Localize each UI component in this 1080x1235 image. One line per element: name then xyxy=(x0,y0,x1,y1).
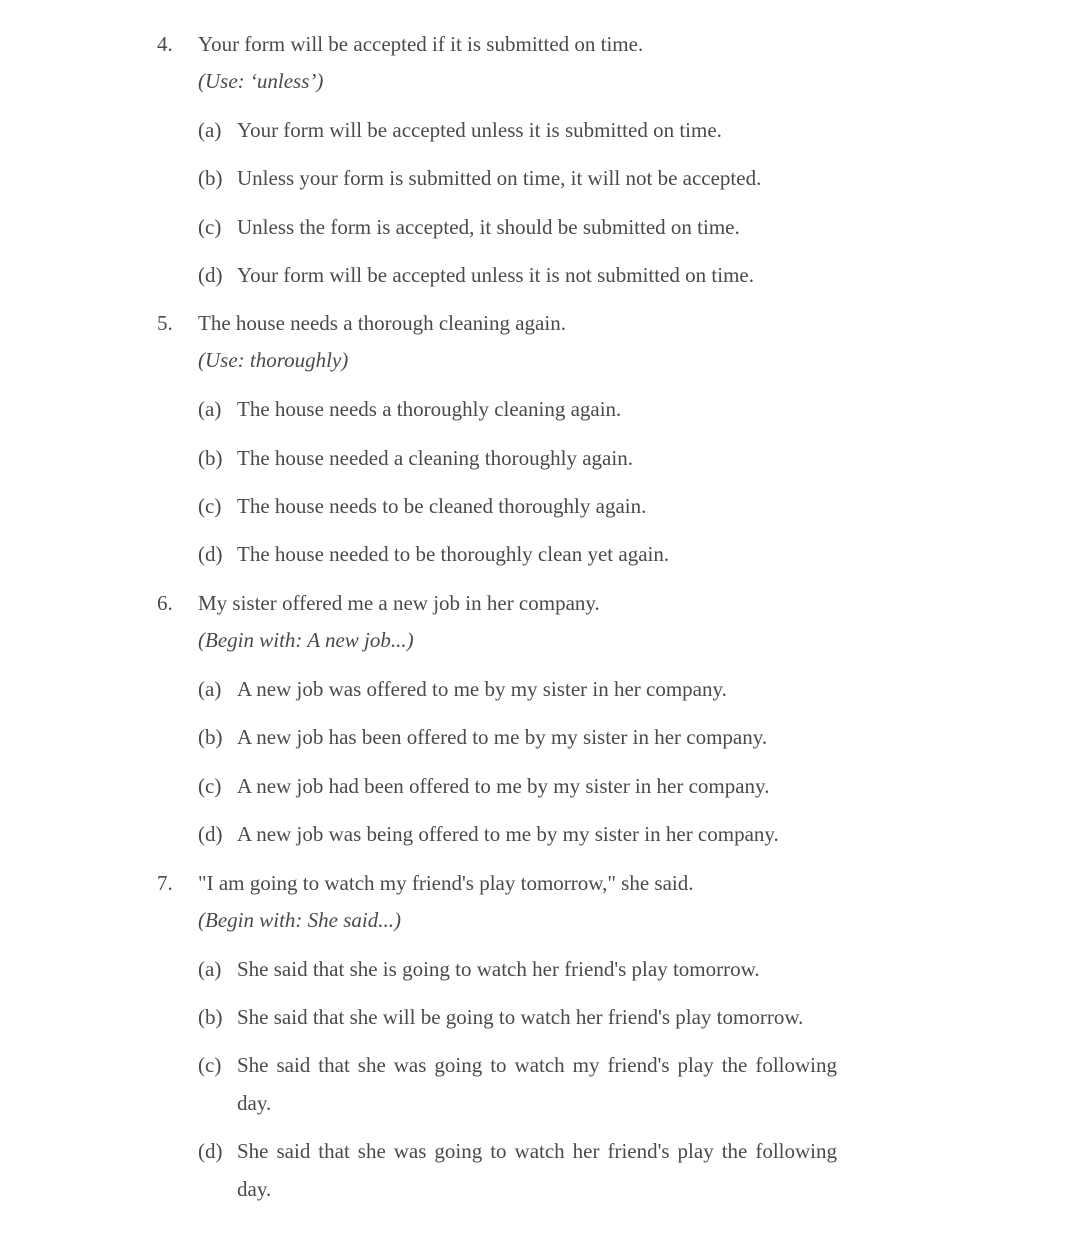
option-letter: (b) xyxy=(198,166,223,190)
option-letter: (c) xyxy=(198,494,222,518)
option-letter: (d) xyxy=(198,542,223,566)
question-number: 4. xyxy=(157,32,173,56)
option-text: A new job had been offered to me by my sister in her company. xyxy=(237,774,770,798)
question-instruction: (Begin with: A new job...) xyxy=(198,628,414,652)
option-text: She said that she was going to watch my friend's play the following day. xyxy=(237,1053,837,1115)
option-text: She said that she is going to watch her friend's play tomorrow. xyxy=(237,957,760,981)
question-text: My sister offered me a new job in her company. xyxy=(198,591,600,615)
option-letter: (b) xyxy=(198,446,223,470)
question-instruction: (Begin with: She said...) xyxy=(198,908,401,932)
option-letter: (a) xyxy=(198,118,222,142)
question-text: "I am going to watch my friend's play tomorrow," she said. xyxy=(198,871,694,895)
question-number: 7. xyxy=(157,871,173,895)
option-text: The house needs to be cleaned thoroughly again. xyxy=(237,494,647,518)
option-text: The house needs a thoroughly cleaning again. xyxy=(237,397,622,421)
option-text: Your form will be accepted unless it is not submitted on time. xyxy=(237,263,754,287)
option-text: She said that she was going to watch her friend's play the following day. xyxy=(237,1139,837,1201)
option-text: The house needed a cleaning thoroughly again. xyxy=(237,446,633,470)
question-number: 5. xyxy=(157,311,173,335)
option-text: Your form will be accepted unless it is submitted on time. xyxy=(237,118,722,142)
question-text: The house needs a thorough cleaning again. xyxy=(198,311,566,335)
option-letter: (c) xyxy=(198,1053,222,1077)
question-instruction: (Use: ‘unless’) xyxy=(198,69,324,93)
option-letter: (b) xyxy=(198,725,223,749)
question-number: 6. xyxy=(157,591,173,615)
option-letter: (c) xyxy=(198,215,222,239)
option-letter: (c) xyxy=(198,774,222,798)
option-text: Unless the form is accepted, it should be submitted on time. xyxy=(237,215,740,239)
option-letter: (a) xyxy=(198,957,222,981)
option-letter: (d) xyxy=(198,263,223,287)
option-letter: (a) xyxy=(198,677,222,701)
question-text: Your form will be accepted if it is submitted on time. xyxy=(198,32,644,56)
option-text: A new job was offered to me by my sister in her company. xyxy=(237,677,727,701)
option-letter: (b) xyxy=(198,1005,223,1029)
option-letter: (d) xyxy=(198,822,223,846)
option-letter: (d) xyxy=(198,1139,223,1163)
option-text: A new job has been offered to me by my sister in her company. xyxy=(237,725,768,749)
option-text: The house needed to be thoroughly clean yet again. xyxy=(237,542,670,566)
option-text: Unless your form is submitted on time, it will not be accepted. xyxy=(237,166,762,190)
question-instruction: (Use: thoroughly) xyxy=(198,348,349,372)
option-text: A new job was being offered to me by my sister in her company. xyxy=(237,822,779,846)
option-text: She said that she will be going to watch her friend's play tomorrow. xyxy=(237,1005,804,1029)
option-letter: (a) xyxy=(198,397,222,421)
